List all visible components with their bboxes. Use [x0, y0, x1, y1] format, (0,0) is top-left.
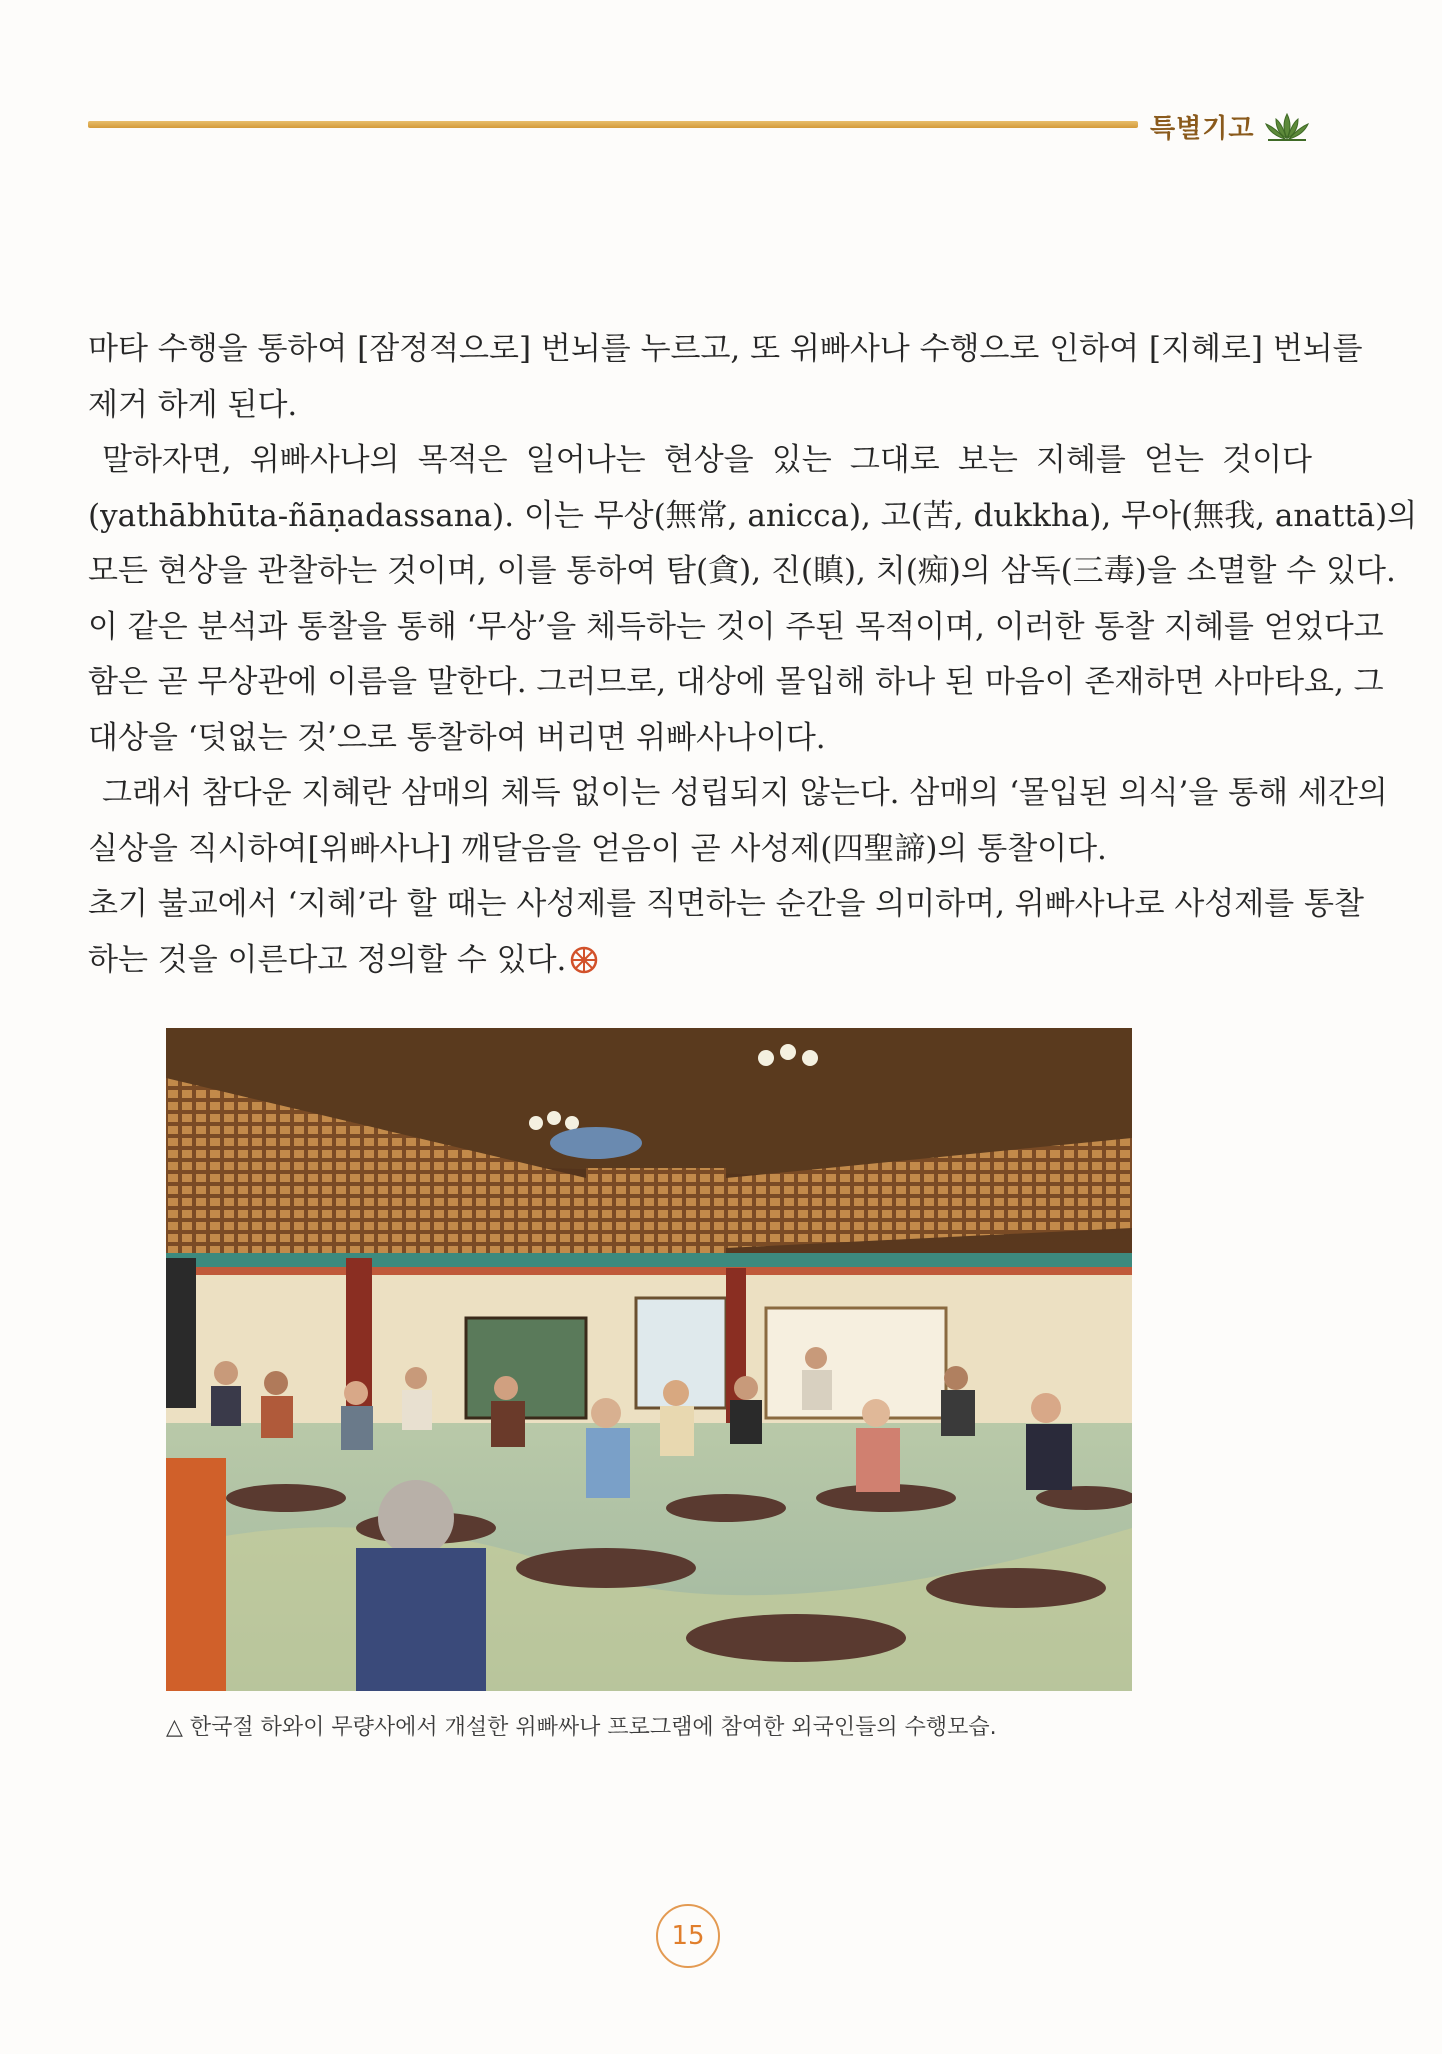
paragraph-line: 그래서 참다운 지혜란 삼매의 체득 없이는 성립되지 않는다. 삼매의 ‘몰입된 의식’을 통해 세간의 — [102, 775, 1388, 811]
paragraph-line: 실상을 직시하여[위빠사나] 깨달음을 얻음이 곧 사성제(四聖諦)의 통찰이다. — [88, 830, 1107, 867]
paragraph-line — [88, 933, 1312, 989]
paragraph-line: 말하자면, 위빠사나의 목적은 일어나는 현상을 있는 그대로 보는 지혜를 얻는 것이다 — [102, 442, 1312, 478]
paragraph-line-text: 하는 것을 이른다고 정의할 수 있다. — [88, 941, 567, 978]
paragraph-line: 대상을 ‘덧없는 것’으로 통찰하여 버리면 위빠사나이다. — [88, 719, 826, 756]
paragraph-line: 초기 불교에서 ‘지혜’라 할 때는 사성제를 직면하는 순간을 의미하며, 위빠사나로 사성제를 통찰 — [88, 886, 1364, 922]
header-rule — [88, 121, 1138, 128]
paragraph-line: 함은 곧 무상관에 이름을 말한다. 그러므로, 대상에 몰입해 하나 된 마음이 존재하면 사마타요, 그 — [88, 664, 1384, 700]
lotus-icon — [1262, 110, 1312, 142]
meditation-hall-photo — [166, 1028, 1132, 1691]
photo-caption: △ 한국절 하와이 무량사에서 개설한 위빠싸나 프로그램에 참여한 외국인들의 수행모습. — [166, 1715, 997, 1740]
article-body — [88, 322, 1418, 988]
paragraph-line: 이 같은 분석과 통찰을 통해 ‘무상’을 체득하는 것이 주된 목적이며, 이러한 통찰 지혜를 얻었다고 — [88, 608, 1384, 645]
page-number: 15 — [656, 1904, 720, 1968]
paragraph-line: 모든 현상을 관찰하는 것이며, 이를 통하여 탐(貪), 진(瞋), 치(痴)의 삼독(三毒)을 소멸할 수 있다. — [88, 553, 1396, 589]
dharma-wheel-icon — [570, 946, 598, 974]
paragraph-line: 마타 수행을 통하여 [잠정적으로] 번뇌를 누르고, 또 위빠사나 수행으로 인하여 [지혜로] 번뇌를 — [88, 331, 1363, 367]
section-label: 특별기고 — [1150, 114, 1255, 144]
paragraph-line: 제거 하게 된다. — [88, 386, 298, 423]
paragraph-line: (yathābhūta-ñāṇadassana). 이는 무상(無常, anicca), 고(苦, dukkha), 무아(無我, anattā)의 — [88, 497, 1418, 534]
